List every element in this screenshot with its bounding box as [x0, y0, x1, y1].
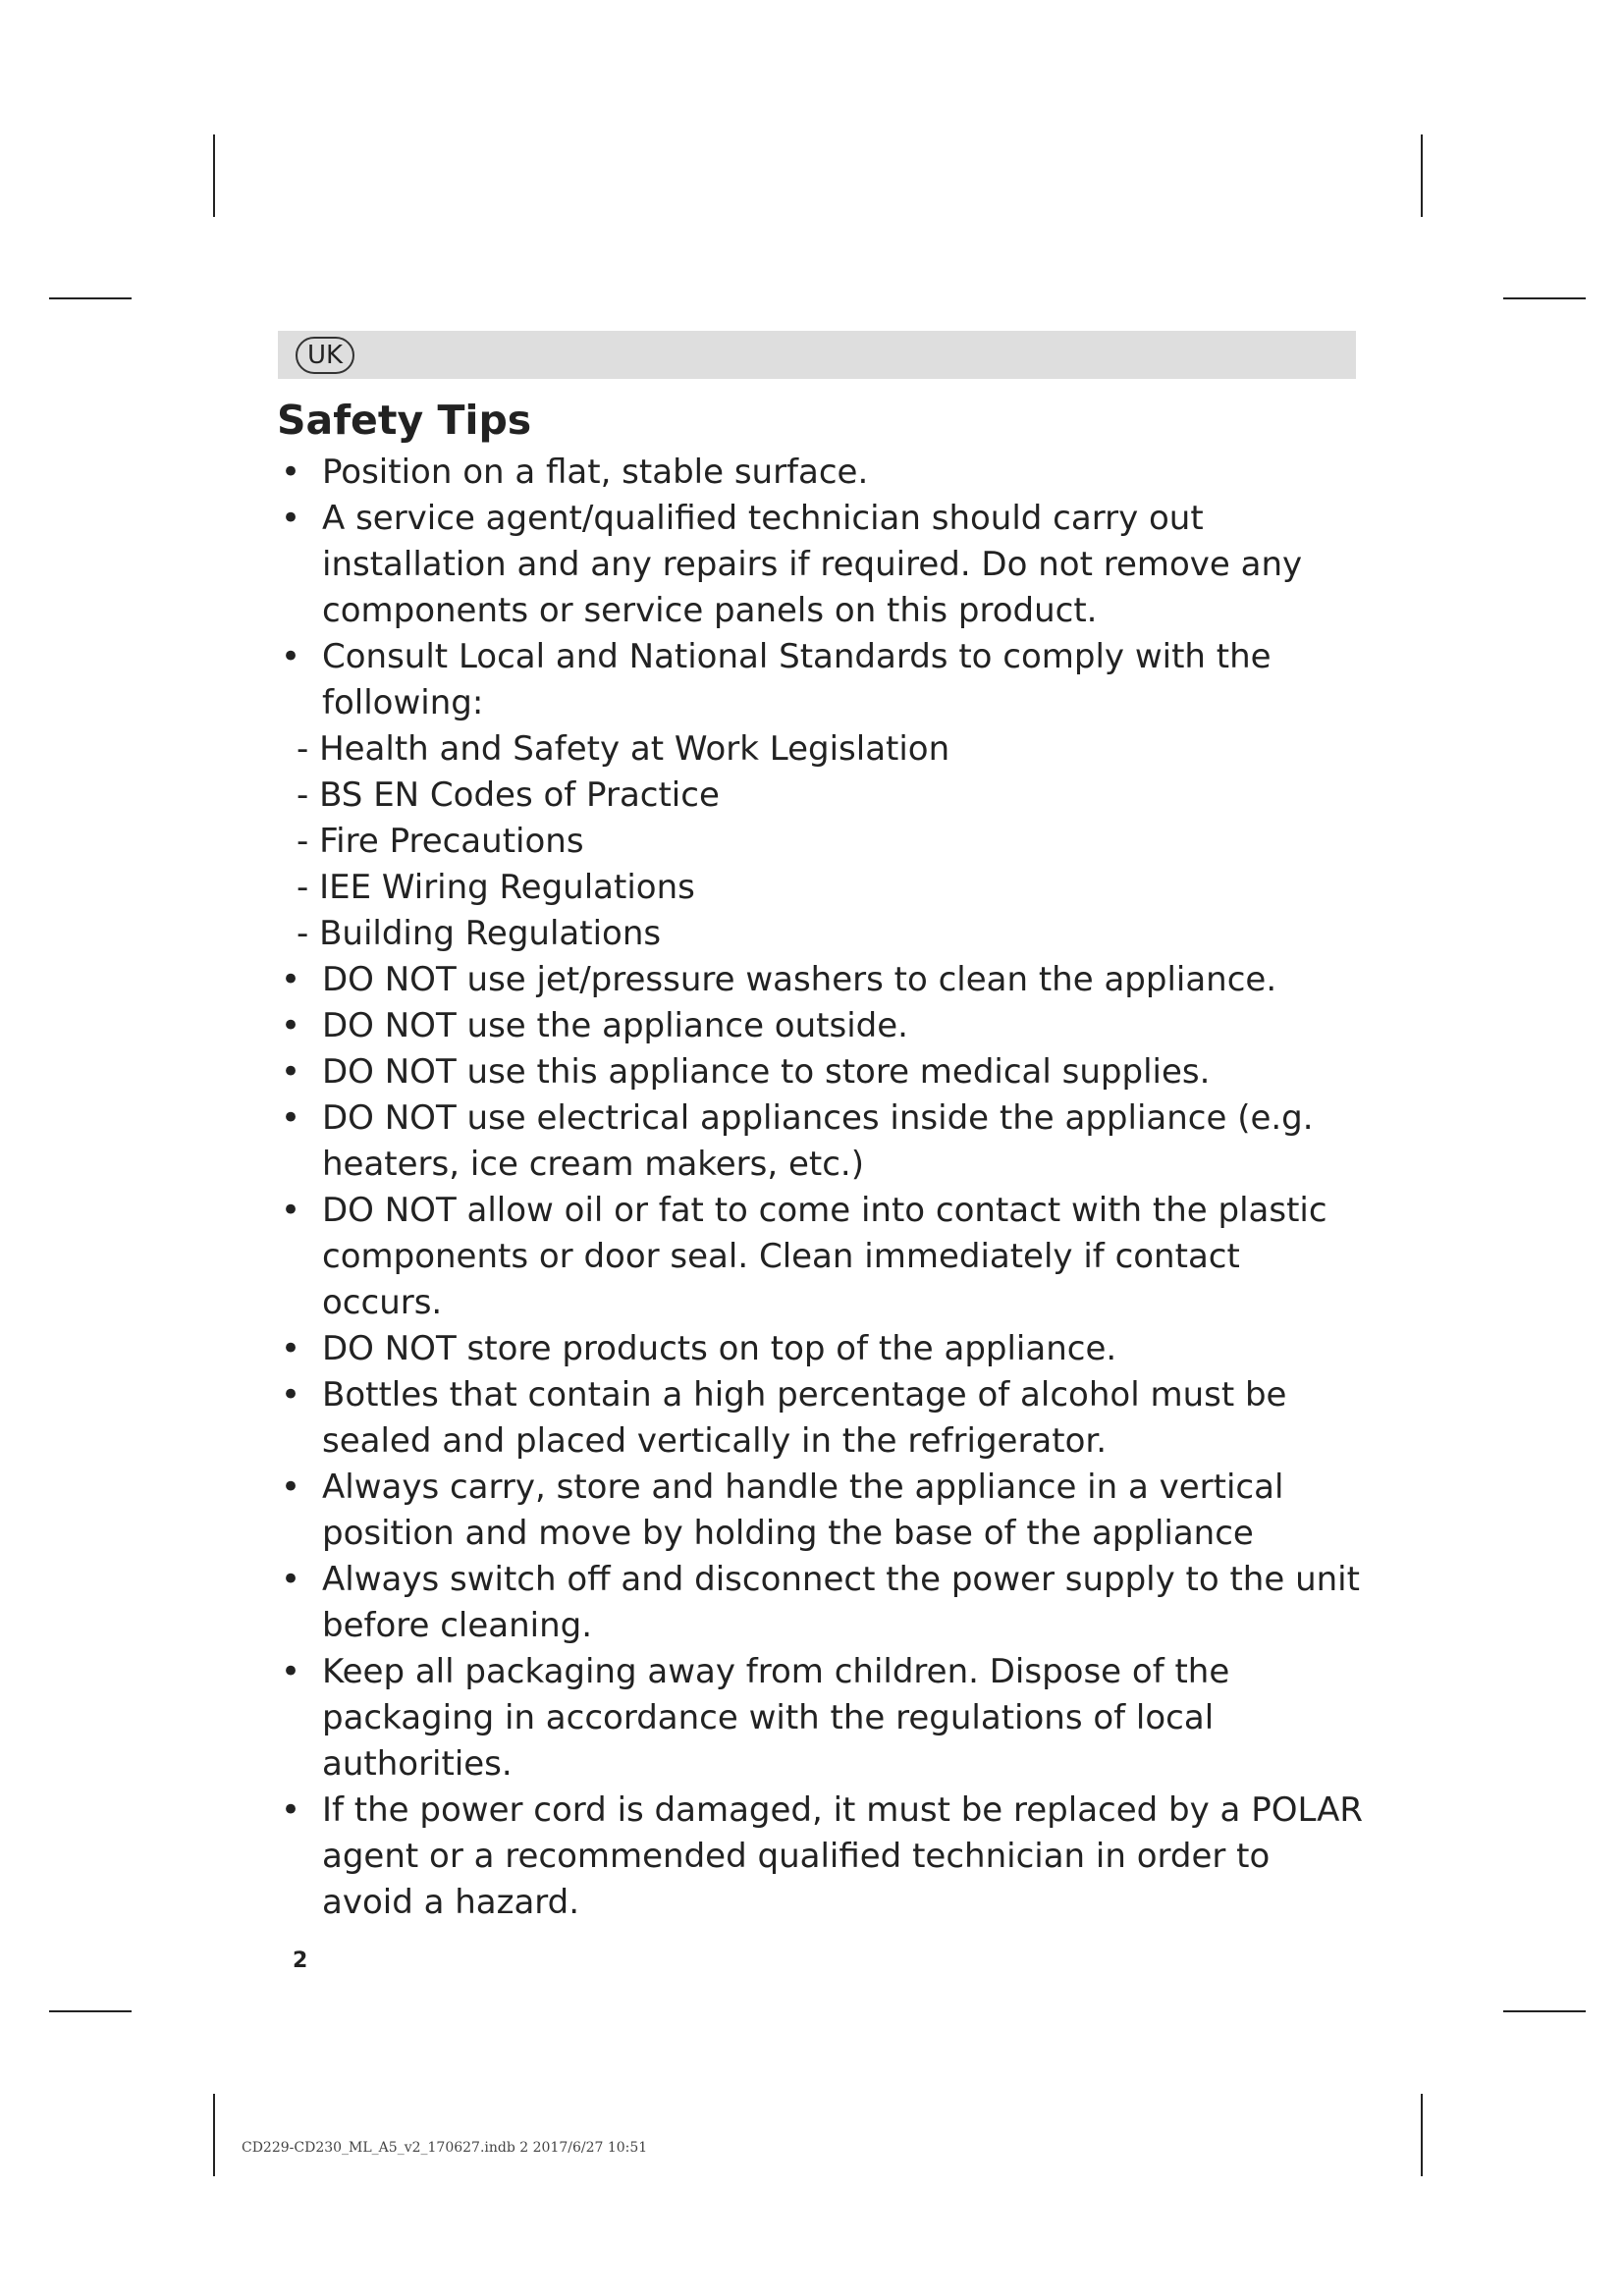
- crop-mark-bottom-left: [213, 2094, 215, 2176]
- bullet-icon: •: [281, 1468, 301, 1507]
- bullet-icon: •: [281, 1560, 301, 1599]
- safety-tips-list: [277, 450, 1367, 1926]
- list-item: [277, 450, 1367, 496]
- crop-mark-top-right: [1421, 134, 1423, 217]
- list-item: [277, 1049, 1367, 1095]
- list-item-text: Keep all packaging away from children. Dispose of the packaging in accordance with the regulations of local authorities.: [322, 1652, 1230, 1784]
- list-item: [277, 1465, 1367, 1557]
- bullet-icon: •: [281, 1652, 301, 1691]
- bullet-icon: •: [281, 1006, 301, 1045]
- language-badge: UK: [296, 337, 354, 374]
- crop-mark-right-lower: [1503, 2010, 1586, 2012]
- bullet-icon: •: [281, 637, 301, 676]
- list-item-text: DO NOT allow oil or fat to come into contact with the plastic components or door seal. Clean immediately if contact occurs.: [322, 1191, 1327, 1322]
- bullet-icon: •: [281, 1790, 301, 1830]
- list-item-text: Consult Local and National Standards to comply with the following:: [322, 637, 1272, 722]
- list-item: [277, 634, 1367, 726]
- list-item-text: If the power cord is damaged, it must be replaced by a POLAR agent or a recommended qualified technician in order to avoid a hazard.: [322, 1790, 1364, 1922]
- crop-mark-top-left: [213, 134, 215, 217]
- sub-list-item: - Building Regulations: [297, 914, 662, 953]
- list-item-text: Always switch off and disconnect the power supply to the unit before cleaning.: [322, 1560, 1360, 1645]
- bullet-icon: •: [281, 1052, 301, 1092]
- bullet-icon: •: [281, 1375, 301, 1415]
- list-item-text: DO NOT store products on top of the appliance.: [322, 1329, 1117, 1368]
- list-item-text: DO NOT use this appliance to store medical supplies.: [322, 1052, 1211, 1092]
- list-item: [277, 1095, 1367, 1188]
- list-item: [277, 1188, 1367, 1326]
- page-title: Safety Tips: [277, 397, 532, 444]
- list-item: [277, 957, 1367, 1003]
- list-item-text: Bottles that contain a high percentage of alcohol must be sealed and placed vertically in the refrigerator.: [322, 1375, 1287, 1461]
- bullet-icon: •: [281, 1329, 301, 1368]
- crop-mark-left-upper: [49, 297, 132, 299]
- list-item: [277, 1557, 1367, 1649]
- list-item: [277, 1326, 1367, 1372]
- crop-mark-left-lower: [49, 2010, 132, 2012]
- list-item-text: Always carry, store and handle the appliance in a vertical position and move by holding the base of the appliance: [322, 1468, 1284, 1553]
- page-number: 2: [293, 1949, 308, 1973]
- list-item-text: A service agent/qualified technician should carry out installation and any repairs if required. Do not remove any components or service panels on this product.: [322, 499, 1303, 630]
- bullet-icon: •: [281, 1191, 301, 1230]
- list-item-text: Position on a flat, stable surface.: [322, 453, 869, 492]
- language-header-bar: [278, 331, 1356, 379]
- bullet-icon: •: [281, 499, 301, 538]
- sub-list-item: - Fire Precautions: [297, 822, 584, 861]
- list-item: [277, 1649, 1367, 1788]
- sub-list-item: - Health and Safety at Work Legislation: [297, 729, 950, 769]
- list-item-text: DO NOT use the appliance outside.: [322, 1006, 908, 1045]
- print-slug: CD229-CD230_ML_A5_v2_170627.indb 2 2017/6/27 10:51: [242, 2140, 648, 2156]
- crop-mark-right-upper: [1503, 297, 1586, 299]
- sub-list-item: - BS EN Codes of Practice: [297, 775, 720, 815]
- bullet-icon: •: [281, 960, 301, 999]
- sub-list-item: - IEE Wiring Regulations: [297, 868, 695, 907]
- list-item: [277, 1788, 1367, 1926]
- list-item: [277, 496, 1367, 634]
- list-item: [277, 1372, 1367, 1465]
- bullet-icon: •: [281, 453, 301, 492]
- list-item-text: DO NOT use electrical appliances inside the appliance (e.g. heaters, ice cream makers, etc.): [322, 1098, 1314, 1184]
- bullet-icon: •: [281, 1098, 301, 1138]
- list-item-text: DO NOT use jet/pressure washers to clean the appliance.: [322, 960, 1277, 999]
- list-item: [277, 1003, 1367, 1049]
- crop-mark-bottom-right: [1421, 2094, 1423, 2176]
